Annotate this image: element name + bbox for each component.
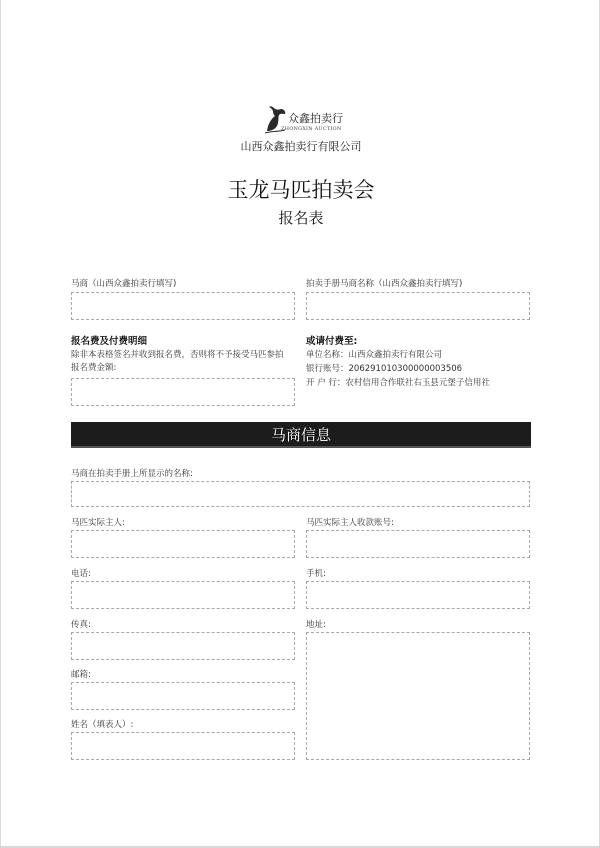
application-form-page xyxy=(1,0,599,846)
logo-english-text: ZHONGXIN AUCTION xyxy=(281,126,342,132)
catalog-name-field[interactable] xyxy=(306,292,530,320)
page-subtitle: 报名表 xyxy=(278,209,324,227)
logo-chinese-text: 众鑫拍卖行 xyxy=(288,112,343,125)
fee-amount-field[interactable] xyxy=(71,378,295,406)
catalog-name-label: 拍卖手册马商名称（山西众鑫拍卖行填写) xyxy=(306,279,463,289)
company-name: 山西众鑫拍卖行有限公司 xyxy=(240,140,362,153)
fee-amount-label: 报名费金额: xyxy=(71,363,117,373)
payment-heading: 或请付费至: xyxy=(306,336,358,347)
address-field[interactable] xyxy=(306,632,530,760)
merchant-label: 马商（山西众鑫拍卖行填写) xyxy=(71,279,177,289)
filler-name-label: 姓名（填表人）: xyxy=(71,720,134,730)
fax-label: 传真: xyxy=(71,620,91,630)
catalog-display-name-field[interactable] xyxy=(71,481,530,507)
owner-field[interactable] xyxy=(71,530,295,558)
address-label: 地址: xyxy=(306,620,326,630)
phone-field[interactable] xyxy=(71,581,295,609)
owner-label: 马匹实际主人: xyxy=(71,518,125,528)
payment-unit-name: 单位名称：山西众鑫拍卖行有限公司 xyxy=(306,350,443,360)
auction-logo xyxy=(263,104,349,136)
owner-account-field[interactable] xyxy=(306,530,530,558)
payment-account: 银行账号：206291010300000003506 xyxy=(306,364,463,374)
section-title: 马商信息 xyxy=(270,426,331,444)
mobile-field[interactable] xyxy=(306,581,530,609)
phone-label: 电话: xyxy=(71,569,91,579)
email-field[interactable] xyxy=(71,682,295,710)
filler-name-field[interactable] xyxy=(71,732,295,760)
catalog-display-name-label: 马商在拍卖手册上所显示的名称: xyxy=(71,469,193,479)
email-label: 邮箱: xyxy=(71,670,91,680)
mobile-label: 手机: xyxy=(306,569,326,579)
fees-heading: 报名费及付费明细 xyxy=(71,336,148,347)
fees-note: 除非本表格签名并收到报名费，否则将不予接受马匹参拍 xyxy=(71,350,284,360)
section-header-band xyxy=(71,422,531,448)
merchant-field[interactable] xyxy=(71,292,295,320)
fax-field[interactable] xyxy=(71,632,295,660)
page-title: 玉龙马匹拍卖会 xyxy=(227,178,375,202)
payment-bank: 开 户 行：农村信用合作联社右玉县元堡子信用社 xyxy=(306,378,490,388)
owner-account-label: 马匹实际主人收款账号: xyxy=(306,518,394,528)
